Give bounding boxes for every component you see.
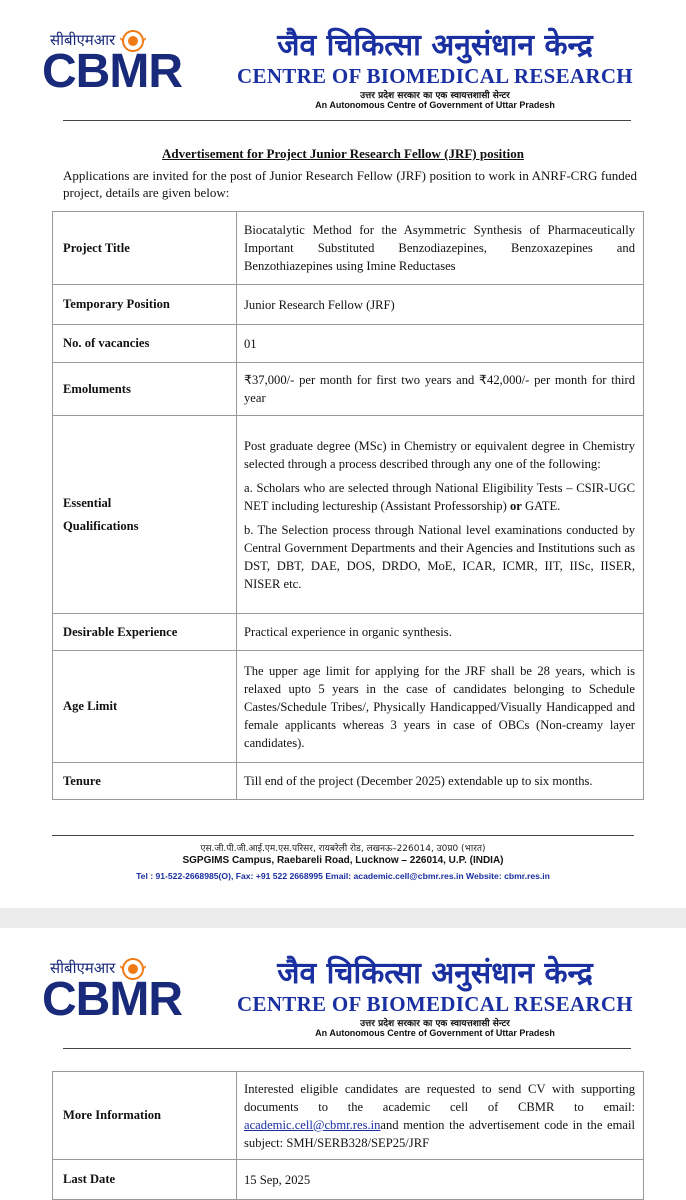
document-page-2 xyxy=(0,928,686,1200)
last-date-label: Last Date xyxy=(53,1160,237,1200)
experience-value: Practical experience in organic synthesis. xyxy=(237,614,644,651)
temporary-position-label: Temporary Position xyxy=(53,285,237,325)
table-row xyxy=(53,285,644,325)
vacancies-label: No. of vacancies xyxy=(53,325,237,363)
advertisement-title: Advertisement for Project Junior Research Fellow (JRF) position xyxy=(162,146,524,161)
tenure-value: Till end of the project (December 2025) extendable up to six months. xyxy=(237,763,644,800)
table-row xyxy=(53,614,644,651)
table-row xyxy=(53,212,644,285)
more-info-label: More Information xyxy=(53,1072,237,1160)
tenure-label: Tenure xyxy=(53,763,237,800)
logo-hindi-text: सीबीएमआर xyxy=(50,959,116,977)
logo-wordmark: CBMR xyxy=(42,45,182,98)
logo-wordmark: CBMR xyxy=(42,973,182,1026)
qualification-option-b: b. The Selection process through National level examinations conducted by Central Government Departments and their Agencies and Institutions such as DST, DBT, DAE, DOS, DRDO, MoE, ICAR, ICMR, IIT, IISc, IISER, NISER etc. xyxy=(244,522,635,591)
qualification-paragraph: Post graduate degree (MSc) in Chemistry or equivalent degree in Chemistry selected through a process described through any one of the following: xyxy=(244,438,635,471)
table-row xyxy=(53,651,644,763)
emoluments-label: Emoluments xyxy=(53,363,237,416)
page-separator xyxy=(0,908,686,928)
project-title-label: Project Title xyxy=(53,212,237,285)
academic-email-link[interactable]: academic.cell@cbmr.res.in xyxy=(244,1117,381,1132)
header-title-english: CENTRE OF BIOMEDICAL RESEARCH xyxy=(237,992,633,1016)
qualifications-label-line1: Essential xyxy=(63,495,112,510)
header-title-hindi: जैव चिकित्सा अनुसंधान केन्द्र xyxy=(277,956,593,991)
header-title-hindi: जैव चिकित्सा अनुसंधान केन्द्र xyxy=(277,28,593,63)
cbmr-logo xyxy=(42,958,188,1030)
age-limit-label: Age Limit xyxy=(53,651,237,763)
header-subtitle-hindi: उत्तर प्रदेश सरकार का एक स्वायत्तशासी सेन्टर xyxy=(360,1019,510,1029)
advertisement-intro: Applications are invited for the post of Junior Research Fellow (JRF) position to work in ANRF-CRG funded project, details are given below: xyxy=(63,168,637,200)
logo-hindi-text: सीबीएमआर xyxy=(50,31,116,49)
header-subtitle-english: An Autonomous Centre of Government of Uttar Pradesh xyxy=(315,100,555,110)
table-row xyxy=(53,416,644,614)
header-subtitle-hindi: उत्तर प्रदेश सरकार का एक स्वायत्तशासी सेन्टर xyxy=(360,91,510,101)
last-date-value: 15 Sep, 2025 xyxy=(237,1160,644,1200)
more-info-value: Interested eligible candidates are requested to send CV with supporting documents to the academic cell of CBMR to email: academic.cell@cbmr.res.inand mention the advertisement code in the email subject: SMH/SERB328/SEP25/JRF xyxy=(237,1072,644,1160)
table-row xyxy=(53,363,644,416)
vacancies-value: 01 xyxy=(237,325,644,363)
qualification-option-a: a. Scholars who are selected through National Eligibility Tests – CSIR-UGC NET including lectureship (Assistant Professorship) or GATE. xyxy=(244,480,635,513)
table-row xyxy=(53,1160,644,1200)
header-title-english: CENTRE OF BIOMEDICAL RESEARCH xyxy=(237,64,633,88)
table-row xyxy=(53,763,644,800)
info-table xyxy=(52,1071,644,1200)
header-divider xyxy=(63,1048,631,1049)
header-subtitle-english: An Autonomous Centre of Government of Uttar Pradesh xyxy=(315,1028,555,1038)
temporary-position-value: Junior Research Fellow (JRF) xyxy=(237,285,644,325)
footer-contact: Tel : 91-522-2668985(O), Fax: +91 522 2668995 Email: academic.cell@cbmr.res.in Website: cbmr.res.in xyxy=(136,871,550,881)
project-title-value: Biocatalytic Method for the Asymmetric Synthesis of Pharmaceutically Important Substituted Benzodiazepines, Benzoxazepines and Benzothiazepines using Imine Reductases xyxy=(237,212,644,285)
qualifications-value xyxy=(237,416,644,614)
qualifications-label xyxy=(53,416,237,614)
age-limit-value: The upper age limit for applying for the JRF shall be 28 years, which is relaxed upto 5 years in the case of candidates belonging to Schedule Castes/Schedule Tribes/, Physically Handicapped/Visually Handicapped and female applicants whereas 3 years in case of OBCs (Non-creamy layer candidates). xyxy=(237,651,644,763)
table-row xyxy=(53,1072,644,1160)
footer-address-english: SGPGIMS Campus, Raebareli Road, Lucknow – 226014, U.P. (INDIA) xyxy=(182,855,504,866)
table-row xyxy=(53,325,644,363)
footer-divider xyxy=(52,835,634,836)
header-divider xyxy=(63,120,631,121)
experience-label: Desirable Experience xyxy=(53,614,237,651)
cbmr-logo xyxy=(42,30,188,102)
details-table xyxy=(52,211,644,800)
footer-address-hindi: एस.जी.पी.जी.आई.एम.एस.परिसर, रायबरेली रोड, लखनऊ–226014, उ0प्र0 (भारत) xyxy=(200,844,486,854)
qualifications-label-line2: Qualifications xyxy=(63,518,139,533)
emoluments-value: ₹37,000/- per month for first two years and ₹42,000/- per month for third year xyxy=(237,363,644,416)
